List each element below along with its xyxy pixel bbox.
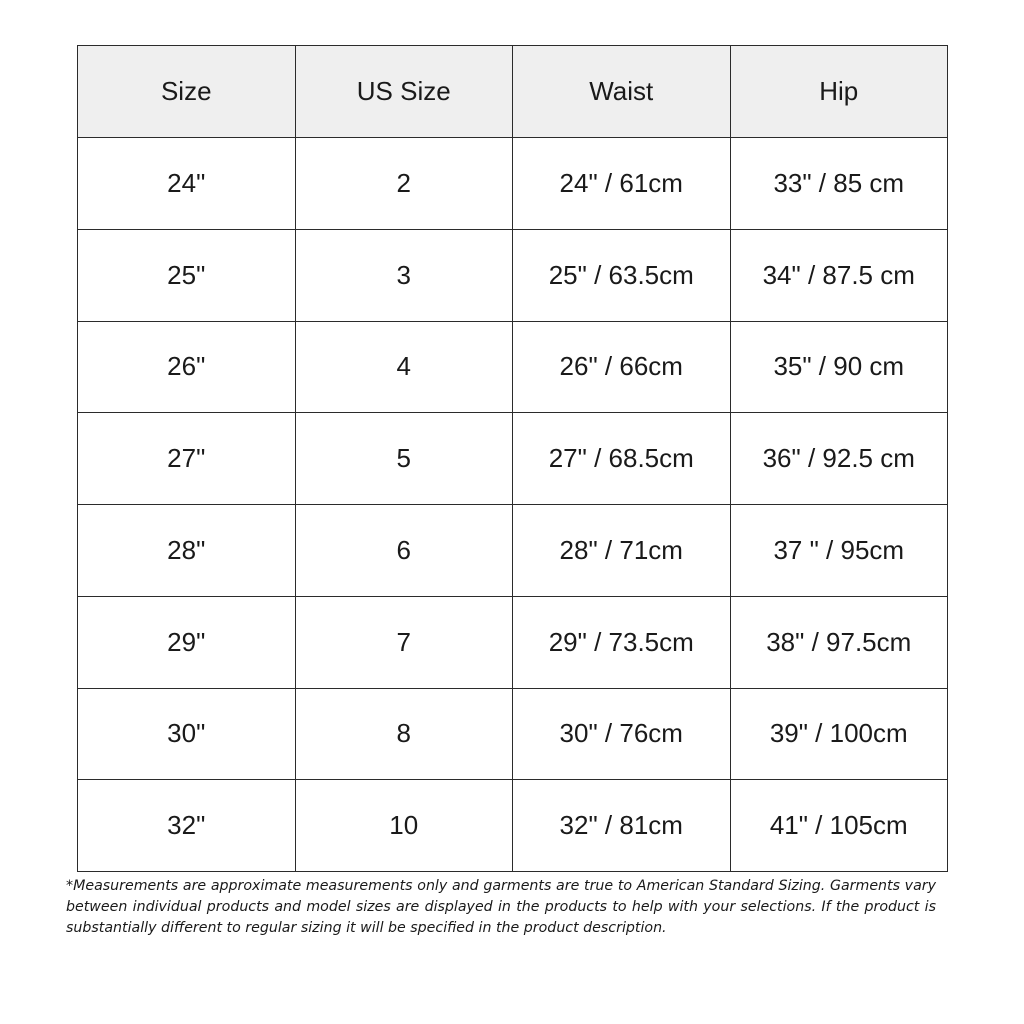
- cell-size: 29": [78, 596, 296, 688]
- cell-size: 32": [78, 780, 296, 872]
- table-row: [78, 596, 948, 688]
- cell-waist: 24" / 61cm: [513, 138, 731, 230]
- header-hip: Hip: [730, 46, 948, 138]
- cell-us-size: 2: [295, 138, 513, 230]
- header-size: Size: [78, 46, 296, 138]
- table-row: [78, 780, 948, 872]
- cell-size: 27": [78, 413, 296, 505]
- cell-waist: 27" / 68.5cm: [513, 413, 731, 505]
- cell-size: 25": [78, 229, 296, 321]
- cell-us-size: 8: [295, 688, 513, 780]
- cell-hip: 41" / 105cm: [730, 780, 948, 872]
- cell-waist: 32" / 81cm: [513, 780, 731, 872]
- cell-waist: 26" / 66cm: [513, 321, 731, 413]
- cell-hip: 37 " / 95cm: [730, 505, 948, 597]
- header-waist: Waist: [513, 46, 731, 138]
- cell-waist: 30" / 76cm: [513, 688, 731, 780]
- table-row: [78, 413, 948, 505]
- cell-hip: 34" / 87.5 cm: [730, 229, 948, 321]
- header-row: [78, 46, 948, 138]
- cell-us-size: 4: [295, 321, 513, 413]
- table-row: [78, 138, 948, 230]
- cell-us-size: 7: [295, 596, 513, 688]
- cell-us-size: 6: [295, 505, 513, 597]
- table-row: [78, 505, 948, 597]
- cell-hip: 36" / 92.5 cm: [730, 413, 948, 505]
- table-header: [78, 46, 948, 138]
- cell-us-size: 3: [295, 229, 513, 321]
- size-chart-table: [77, 45, 948, 872]
- cell-hip: 33" / 85 cm: [730, 138, 948, 230]
- cell-waist: 28" / 71cm: [513, 505, 731, 597]
- table-body: [78, 138, 948, 872]
- table-row: [78, 229, 948, 321]
- table-row: [78, 688, 948, 780]
- cell-size: 26": [78, 321, 296, 413]
- cell-us-size: 5: [295, 413, 513, 505]
- cell-us-size: 10: [295, 780, 513, 872]
- cell-hip: 39" / 100cm: [730, 688, 948, 780]
- measurement-disclaimer: *Measurements are approximate measurements only and garments are true to American Standard Sizing. Garments vary between individual products and model sizes are displayed in the products to help with your selections. If the product is substantially different to regular sizing it will be specified in the product description.: [66, 878, 936, 936]
- cell-size: 24": [78, 138, 296, 230]
- cell-waist: 29" / 73.5cm: [513, 596, 731, 688]
- cell-hip: 35" / 90 cm: [730, 321, 948, 413]
- cell-size: 30": [78, 688, 296, 780]
- table-row: [78, 321, 948, 413]
- cell-hip: 38" / 97.5cm: [730, 596, 948, 688]
- cell-waist: 25" / 63.5cm: [513, 229, 731, 321]
- cell-size: 28": [78, 505, 296, 597]
- header-us-size: US Size: [295, 46, 513, 138]
